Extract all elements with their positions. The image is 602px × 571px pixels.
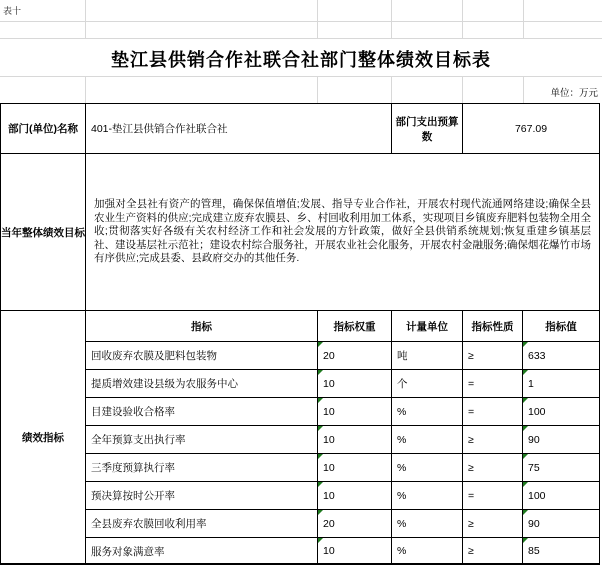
cell-comment-marker [523, 370, 528, 375]
weight-cell [318, 398, 392, 426]
indicator-name-cell [86, 510, 318, 538]
indicators-section-label-text: 绩效指标 [22, 432, 64, 444]
page-title: 垫江县供销合作社联合社部门整体绩效目标表 [111, 50, 491, 70]
indicator-name-cell [86, 538, 318, 564]
indicator-value: 100 [528, 405, 546, 418]
annual-goal-cell [86, 154, 599, 311]
indicator-value: 90 [528, 517, 540, 530]
indicator-name: 服务对象满意率 [91, 545, 165, 558]
indicator-header-nature [463, 311, 523, 342]
nature-value: = [468, 489, 475, 502]
indicator-name-cell [86, 370, 318, 398]
cell-comment-marker [523, 398, 528, 403]
indicator-name: 预决算按时公开率 [91, 490, 175, 502]
indicator-name: 目建设验收合格率 [91, 406, 175, 418]
unit-value: % [397, 545, 407, 557]
unit-cell [392, 454, 463, 482]
weight-value: 10 [323, 489, 335, 502]
unit-value: % [397, 489, 407, 502]
indicator-name-cell [86, 426, 318, 454]
budget-value-cell [463, 104, 599, 154]
gridline [462, 0, 463, 38]
weight-value: 10 [323, 405, 335, 418]
header-text: 指标值 [545, 320, 577, 333]
indicator-name: 三季度预算执行率 [91, 462, 175, 474]
dept-name-value: 401-垫江县供销合作社联合社 [91, 123, 228, 135]
header-text: 计量单位 [406, 320, 448, 333]
nature-cell [463, 538, 523, 564]
gridline [391, 76, 392, 103]
cell-comment-marker [318, 454, 323, 459]
cell-comment-marker [523, 454, 528, 459]
unit-cell [392, 510, 463, 538]
weight-value: 10 [323, 461, 335, 474]
indicator-name: 全县废弃农膜回收利用率 [91, 518, 207, 530]
value-cell [523, 510, 599, 538]
weight-value: 10 [323, 433, 335, 446]
weight-value: 10 [323, 377, 335, 390]
gridline [523, 76, 524, 103]
gridline [317, 76, 318, 103]
value-cell [523, 398, 599, 426]
cell-comment-marker [523, 482, 528, 487]
indicator-header-name [86, 311, 318, 342]
budget-label-text: 部门支出预算数 [395, 115, 459, 143]
weight-value: 20 [323, 349, 335, 362]
cell-comment-marker [318, 398, 323, 403]
weight-value: 10 [323, 545, 335, 557]
indicator-value: 100 [528, 489, 546, 502]
cell-comment-marker [318, 538, 323, 543]
cell-comment-marker [318, 370, 323, 375]
unit-value: 吨 [397, 350, 408, 362]
gridline [317, 0, 318, 38]
annual-goal-label [1, 154, 86, 311]
dept-name-label-text: 部门(单位)名称 [8, 123, 78, 135]
dept-name-label [1, 104, 86, 154]
unit-value: % [397, 405, 407, 418]
weight-cell [318, 538, 392, 564]
performance-target-table [0, 103, 600, 565]
cell-comment-marker [523, 538, 528, 543]
nature-value: = [468, 405, 475, 418]
indicator-value: 1 [528, 377, 534, 390]
indicator-name-cell [86, 398, 318, 426]
nature-value: ≥ [468, 349, 474, 362]
indicator-name: 提质增效建设县级为农服务中心 [91, 378, 238, 390]
weight-cell [318, 426, 392, 454]
annual-goal-text: 加强对全县社有资产的管理，确保保值增值;发展、指导专业合作社，开展农村现代流通网络建设;确保全县农业生产资料的供应;完成建立废弃农膜县、乡、村回收利用加工体系，实现项目乡镇废弃肥料包装物全用全收;贯彻落实好各级有关农村经济工作和社会发展的方针政策，做好全县供销系统规划;恢复重建乡镇基层社、建设基层社示范社；建设农村综合服务社，开展农业社会化服务，开展农村金融服务;确保烟花爆竹市场有序供应;完成县委、县政府交办的其他任务. [94, 198, 591, 265]
cell-comment-marker [523, 342, 528, 347]
nature-cell [463, 482, 523, 510]
unit-cell [392, 426, 463, 454]
cell-comment-marker [318, 510, 323, 515]
cell-comment-marker [523, 510, 528, 515]
indicator-name-cell [86, 482, 318, 510]
gridline [0, 38, 602, 39]
cell-comment-marker [523, 426, 528, 431]
nature-cell [463, 426, 523, 454]
gridline [0, 21, 602, 22]
gridline [391, 0, 392, 38]
weight-cell [318, 454, 392, 482]
unit-note: 单位：万元 [550, 88, 598, 99]
value-cell [523, 342, 599, 370]
header-text: 指标 [191, 320, 212, 333]
nature-cell [463, 398, 523, 426]
value-cell [523, 426, 599, 454]
gridline [0, 76, 602, 77]
nature-cell [463, 510, 523, 538]
header-text: 指标权重 [333, 320, 376, 333]
nature-cell [463, 454, 523, 482]
nature-value: ≥ [468, 461, 474, 474]
cell-comment-marker [318, 426, 323, 431]
unit-cell [392, 398, 463, 426]
unit-value: % [397, 433, 407, 446]
budget-label [392, 104, 463, 154]
gridline [462, 76, 463, 103]
value-cell [523, 454, 599, 482]
indicator-value: 75 [528, 461, 540, 474]
indicator-value: 85 [528, 545, 540, 557]
weight-cell [318, 482, 392, 510]
dept-name-value-cell [86, 104, 392, 154]
indicator-header-weight [318, 311, 392, 342]
budget-value: 767.09 [514, 122, 548, 135]
unit-cell [392, 370, 463, 398]
sheet-label: 表十 [3, 6, 22, 16]
nature-cell [463, 370, 523, 398]
indicator-name-cell [86, 454, 318, 482]
unit-value: 个 [397, 378, 408, 390]
unit-value: % [397, 461, 407, 474]
indicators-section-label [1, 311, 86, 564]
nature-value: = [468, 377, 475, 390]
annual-goal-label-text: 当年整体绩效目标 [1, 226, 85, 239]
weight-value: 20 [323, 517, 335, 530]
unit-cell [392, 538, 463, 564]
indicator-name: 回收废弃农膜及肥料包装物 [91, 350, 217, 362]
gridline [85, 76, 86, 103]
value-cell [523, 538, 599, 564]
unit-cell [392, 342, 463, 370]
weight-cell [318, 510, 392, 538]
value-cell [523, 482, 599, 510]
nature-value: ≥ [468, 545, 474, 557]
nature-value: ≥ [468, 433, 474, 446]
indicator-header-unit [392, 311, 463, 342]
nature-cell [463, 342, 523, 370]
indicator-value: 633 [528, 349, 546, 362]
weight-cell [318, 342, 392, 370]
indicator-name: 全年预算支出执行率 [91, 434, 186, 446]
unit-cell [392, 482, 463, 510]
gridline [523, 0, 524, 38]
gridline [85, 0, 86, 38]
weight-cell [318, 370, 392, 398]
unit-value: % [397, 517, 407, 530]
value-cell [523, 370, 599, 398]
indicator-header-value [523, 311, 599, 342]
header-text: 指标性质 [471, 320, 514, 333]
indicator-value: 90 [528, 433, 540, 446]
cell-comment-marker [318, 342, 323, 347]
indicator-name-cell [86, 342, 318, 370]
nature-value: ≥ [468, 517, 474, 530]
cell-comment-marker [318, 482, 323, 487]
